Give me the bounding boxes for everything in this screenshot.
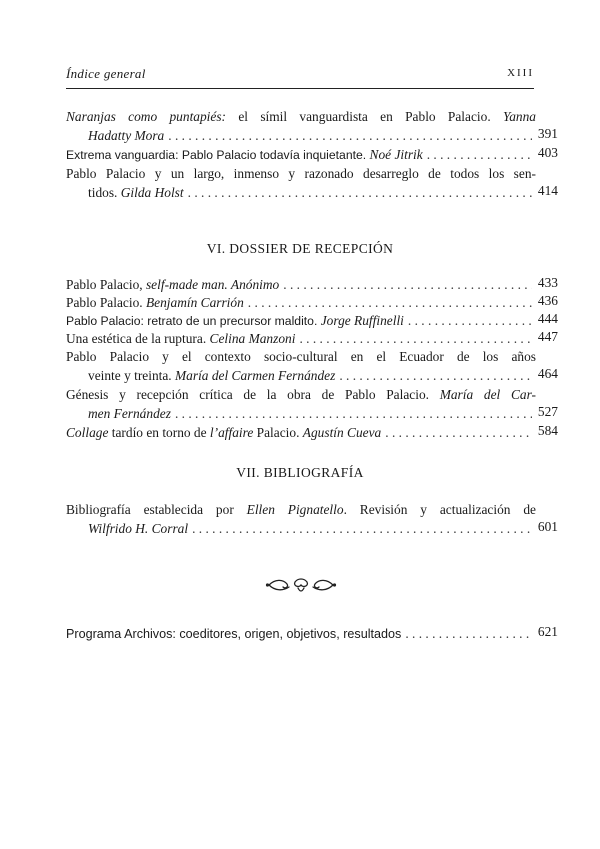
section-heading: VII. BIBLIOGRAFÍA xyxy=(236,465,364,480)
page-number: 436 xyxy=(537,293,558,308)
toc-entry: Naranjas como puntapiés: el símil vanguardista en Pablo Palacio. Yanna Hadatty Mora . . . xyxy=(66,107,536,145)
toc-entry: Una estética de la ruptura. Celina Manzoni . . . xyxy=(66,329,536,348)
toc-entry: Pablo Palacio y un largo, inmenso y razonado desarreglo de todos los sen- tidos. Gilda Holst . . . xyxy=(66,164,536,202)
toc-entry: Collage tardío en torno de l’affaire Palacio. Agustín Cueva . . . xyxy=(66,423,536,442)
page-number: 403 xyxy=(537,145,558,160)
toc-entry: Bibliografía establecida por Ellen Pignatello. Revisión y actualización de Wilfrido H. Corral . . . xyxy=(66,500,536,538)
page-number: 621 xyxy=(537,624,558,639)
fleuron-ornament-icon xyxy=(265,575,337,595)
toc-entry: Pablo Palacio, self-made man. Anónimo . . . xyxy=(66,275,536,294)
toc-entry: Génesis y recepción crítica de la obra de Pablo Palacio. María del Car- men Fernández . . . xyxy=(66,385,536,423)
section-heading: VI. DOSSIER DE RECEPCIÓN xyxy=(206,241,394,256)
toc-entry: Pablo Palacio. Benjamín Carrión . . . xyxy=(66,293,536,312)
page-number: 464 xyxy=(537,366,558,381)
toc-entry: Extrema vanguardia: Pablo Palacio todavía inquietante. Noé Jitrik . . . xyxy=(66,145,536,164)
header-title: Índice general xyxy=(66,66,146,81)
page-number: 601 xyxy=(537,519,558,534)
toc-entry: Pablo Palacio y el contexto socio-cultural en el Ecuador de los años veinte y treinta. María del Carmen Fernández . . . xyxy=(66,347,536,385)
page-number: 444 xyxy=(537,311,558,326)
page-number: 584 xyxy=(537,423,558,438)
page-number: 391 xyxy=(537,126,558,141)
header-page-number: XIII xyxy=(507,67,534,79)
page-number: 414 xyxy=(537,183,558,198)
running-header xyxy=(66,64,534,89)
page-number: 527 xyxy=(537,404,558,419)
toc-entry: Programa Archivos: coeditores, origen, objetivos, resultados . . . xyxy=(66,624,536,643)
page-number: 433 xyxy=(537,275,558,290)
toc-entry: Pablo Palacio: retrato de un precursor maldito. Jorge Ruffinelli . . . xyxy=(66,311,536,330)
page-number: 447 xyxy=(537,329,558,344)
